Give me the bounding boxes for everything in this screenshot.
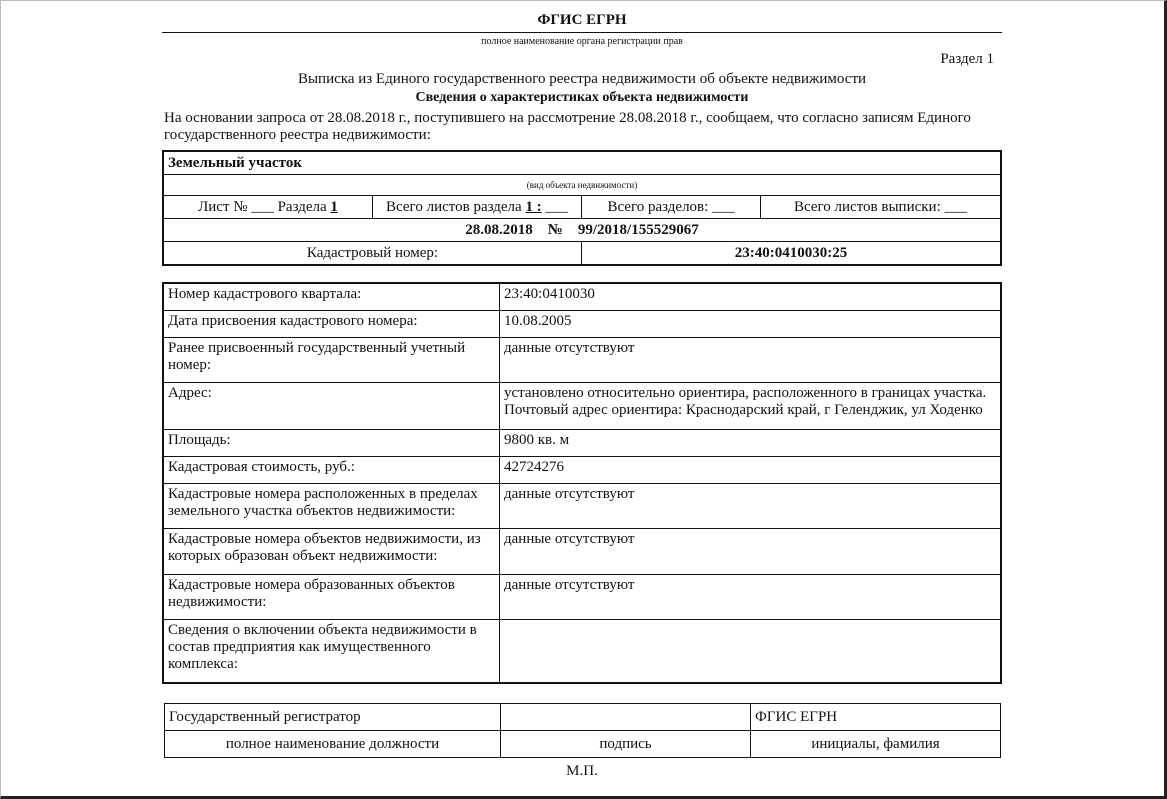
registrar-position: Государственный регистратор xyxy=(165,704,501,731)
row-value: данные отсутствуют xyxy=(500,483,1002,528)
row-label: Номер кадастрового квартала: xyxy=(163,283,500,310)
row-value: данные отсутствуют xyxy=(500,337,1002,382)
object-type: Земельный участок xyxy=(163,151,1001,175)
total-sections-cell: Всего разделов: ___ xyxy=(582,196,761,219)
sheet-section-number: 1 xyxy=(330,198,338,215)
intro-text: На основании запроса от 28.08.2018 г., поступившего на рассмотрение 28.08.2018 г., сообщаем, что согласно записям Единого государственного реестра недвижимости: xyxy=(164,110,971,143)
name-caption: инициалы, фамилия xyxy=(751,731,1001,758)
date-and-number: 28.08.2018 № 99/2018/155529067 xyxy=(163,219,1001,242)
total-sheets-section-cell xyxy=(373,196,582,219)
row-label: Сведения о включении объекта недвижимости в состав предприятия как имущественного комплекса: xyxy=(163,619,500,683)
table-row xyxy=(163,456,1001,483)
signature-table xyxy=(164,703,1001,758)
total-sheets-cell: Всего листов выписки: ___ xyxy=(761,196,1002,219)
row-label: Кадастровые номера образованных объектов недвижимости: xyxy=(163,574,500,619)
document-title: Выписка из Единого государственного реестра недвижимости об объекте недвижимости xyxy=(297,71,867,87)
signature-field xyxy=(501,704,751,731)
org-title-underline xyxy=(162,32,1002,33)
cadastral-number-value: 23:40:0410030:25 xyxy=(582,242,1002,266)
row-label: Ранее присвоенный государственный учетный номер: xyxy=(163,337,500,382)
total-sheets-section-value: 1 : xyxy=(525,198,542,215)
row-label: Кадастровые номера расположенных в пределах земельного участка объектов недвижимости: xyxy=(163,483,500,528)
row-label: Кадастровые номера объектов недвижимости, из которых образован объект недвижимости: xyxy=(163,528,500,574)
table-row xyxy=(163,310,1001,337)
row-value xyxy=(500,619,1002,683)
row-value: 23:40:0410030 xyxy=(500,283,1002,310)
row-label: Кадастровая стоимость, руб.: xyxy=(163,456,500,483)
row-value: 10.08.2005 xyxy=(500,310,1002,337)
position-caption: полное наименование должности xyxy=(165,731,501,758)
object-type-caption: (вид объекта недвижимости) xyxy=(163,175,1001,196)
org-title: ФГИС ЕГРН xyxy=(537,12,627,28)
characteristics-table xyxy=(162,282,1002,684)
row-label: Площадь: xyxy=(163,429,500,456)
row-value: данные отсутствуют xyxy=(500,574,1002,619)
row-value: установлено относительно ориентира, расположенного в границах участка. Почтовый адрес ориентира: Краснодарский край, г Геленджик, ул Ходенко xyxy=(500,382,1002,429)
total-sheets-section-blank: ___ xyxy=(541,198,568,215)
table-row xyxy=(163,574,1001,619)
signature-caption: подпись xyxy=(501,731,751,758)
sheet-number-cell xyxy=(163,196,373,219)
stamp-label: М.П. xyxy=(566,763,598,779)
table-row xyxy=(163,429,1001,456)
table-row xyxy=(163,382,1001,429)
document-subtitle: Сведения о характеристиках объекта недвижимости xyxy=(415,90,749,105)
sheet-label: Лист № ___ Раздела xyxy=(198,198,327,215)
row-label: Дата присвоения кадастрового номера: xyxy=(163,310,500,337)
table-row xyxy=(163,483,1001,528)
row-value: 9800 кв. м xyxy=(500,429,1002,456)
row-value: данные отсутствуют xyxy=(500,528,1002,574)
total-sheets-section-label: Всего листов раздела xyxy=(386,198,522,215)
org-subtitle: полное наименование органа регистрации прав xyxy=(481,36,683,47)
table-row xyxy=(163,619,1001,683)
table-row xyxy=(163,337,1001,382)
cadastral-number-label: Кадастровый номер: xyxy=(163,242,582,266)
table-row xyxy=(163,283,1001,310)
registrar-name: ФГИС ЕГРН xyxy=(751,704,1001,731)
section-label: Раздел 1 xyxy=(940,51,994,67)
row-value: 42724276 xyxy=(500,456,1002,483)
object-header-table xyxy=(162,150,1002,266)
table-row xyxy=(163,528,1001,574)
row-label: Адрес: xyxy=(163,382,500,429)
